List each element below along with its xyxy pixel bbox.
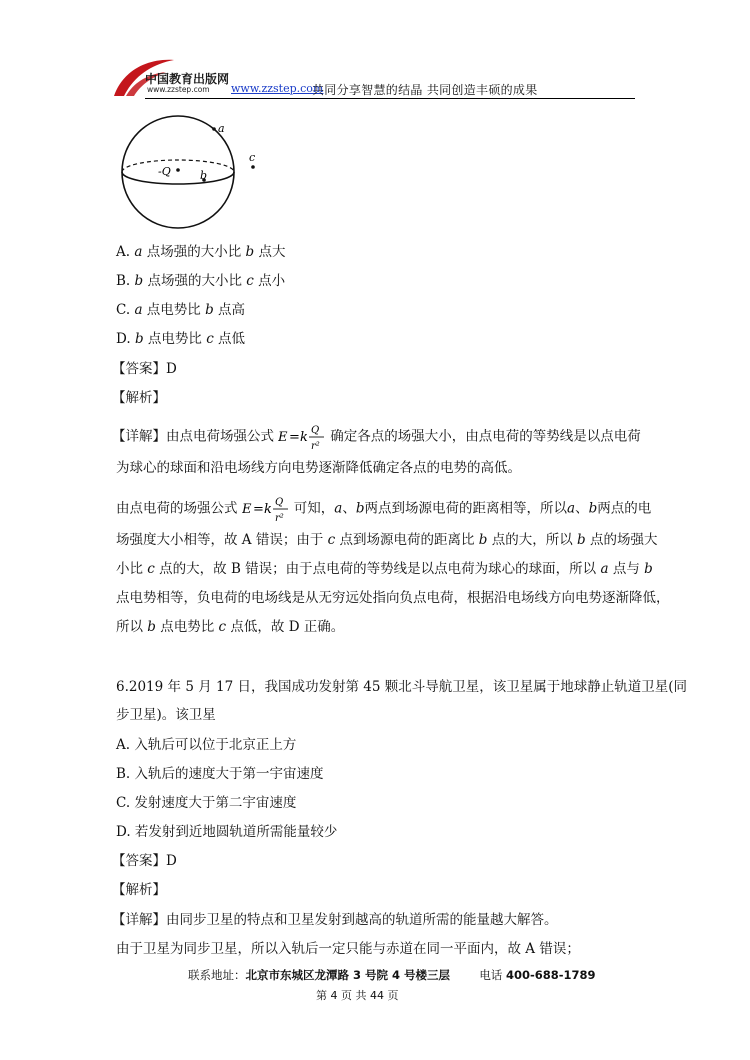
svg-text:k: k [263, 502, 272, 517]
q6-stem-line-2: 步卫星)。该卫星 [116, 707, 216, 723]
svg-text:Q: Q [311, 425, 320, 436]
q5-analysis-tag: 【解析】 [112, 390, 166, 406]
q6-option-a: A. 入轨后可以位于北京正上方 [116, 737, 297, 753]
footer-contact: 联系地址：北京市东城区龙潭路 3 号院 4 号楼三层 电话 400-688-1789 [188, 968, 596, 982]
svg-text:Q: Q [274, 497, 283, 508]
publisher-logo-url: www.zzstep.com [147, 85, 210, 94]
charge-point [176, 168, 180, 172]
label-c: c [249, 151, 256, 164]
publisher-logo-name: 中国教育出版网 [145, 72, 230, 86]
svg-text:k: k [300, 430, 309, 445]
svg-text:E: E [241, 502, 252, 517]
coulomb-formula-2 [242, 494, 294, 524]
q5-option-a: A. a 点场强的大小比 b 点大 [116, 244, 286, 260]
q5-explain-line-2: 场强度大小相等，故 A 错误；由于 c 点到场源电荷的距离比 b 点的大，所以 b 点的场强大 [116, 532, 658, 548]
svg-text:r²: r² [311, 441, 321, 452]
q5-option-c: C. a 点电势比 b 点高 [116, 302, 246, 318]
q6-answer: 【答案】D [112, 853, 177, 869]
svg-text:=: = [252, 502, 264, 517]
header-slogan: 共同分享智慧的结晶 共同创造丰硕的成果 [312, 83, 538, 97]
q6-option-d: D. 若发射到近地圆轨道所需能量较少 [116, 824, 338, 840]
q5-explain-line-1: 由点电荷的场强公式 E = k Q r² 可知，a、b两点到场源电荷的距离相等，所以a、b两点的电 [116, 494, 651, 524]
q6-analysis-tag: 【解析】 [112, 882, 166, 898]
header-divider [145, 98, 635, 99]
label-b: b [200, 169, 208, 182]
equator-front [122, 172, 234, 184]
q6-detail-line-1: 【详解】由同步卫星的特点和卫星发射到越高的轨道所需的能量越大解答。 [112, 912, 558, 928]
q5-explain-line-5: 所以 b 点电势比 c 点低，故 D 正确。 [116, 619, 345, 635]
q5-detail-line-2: 为球心的球面和沿电场线方向电势逐渐降低确定各点的电势的高低。 [116, 460, 521, 476]
q5-explain-line-4: 点电势相等，负电荷的电场线是从无穷远处指向负点电荷，根据沿电场线方向电势逐渐降低， [116, 590, 670, 606]
q5-detail-line-1: 【详解】由点电荷场强公式 E = k Q r² 确定各点的场强大小，由点电荷的等势线是以点电荷 [112, 422, 641, 452]
q6-option-c: C. 发射速度大于第二宇宙速度 [116, 795, 297, 811]
q6-stem-line-1: 6.2019 年 5 月 17 日，我国成功发射第 45 颗北斗导航卫星，该卫星属于地球静止轨道卫星(同 [116, 679, 687, 695]
sphere-figure [112, 112, 272, 236]
point-c [251, 165, 255, 169]
coulomb-formula [278, 422, 330, 452]
page-number: 第 4 页 共 44 页 [316, 989, 399, 1002]
q5-option-b: B. b 点场强的大小比 c 点小 [116, 273, 286, 289]
q5-answer: 【答案】D [112, 361, 177, 377]
svg-text:r²: r² [274, 513, 284, 524]
q6-detail-line-2: 由于卫星为同步卫星，所以入轨后一定只能与赤道在同一平面内，故 A 错误； [116, 941, 580, 957]
q5-explain-line-3: 小比 c 点的大，故 B 错误；由于点电荷的等势线是以点电荷为球心的球面，所以 a 点与 b [116, 561, 653, 577]
svg-text:E: E [278, 430, 288, 445]
q5-option-d: D. b 点电势比 c 点低 [116, 331, 246, 347]
q6-option-b: B. 入轨后的速度大于第一宇宙速度 [116, 766, 324, 782]
label-neg-q: -Q [158, 165, 171, 178]
label-a: a [218, 122, 225, 135]
point-a [212, 127, 216, 131]
header-website-link[interactable]: www.zzstep.com [231, 82, 324, 95]
svg-text:=: = [289, 430, 301, 445]
